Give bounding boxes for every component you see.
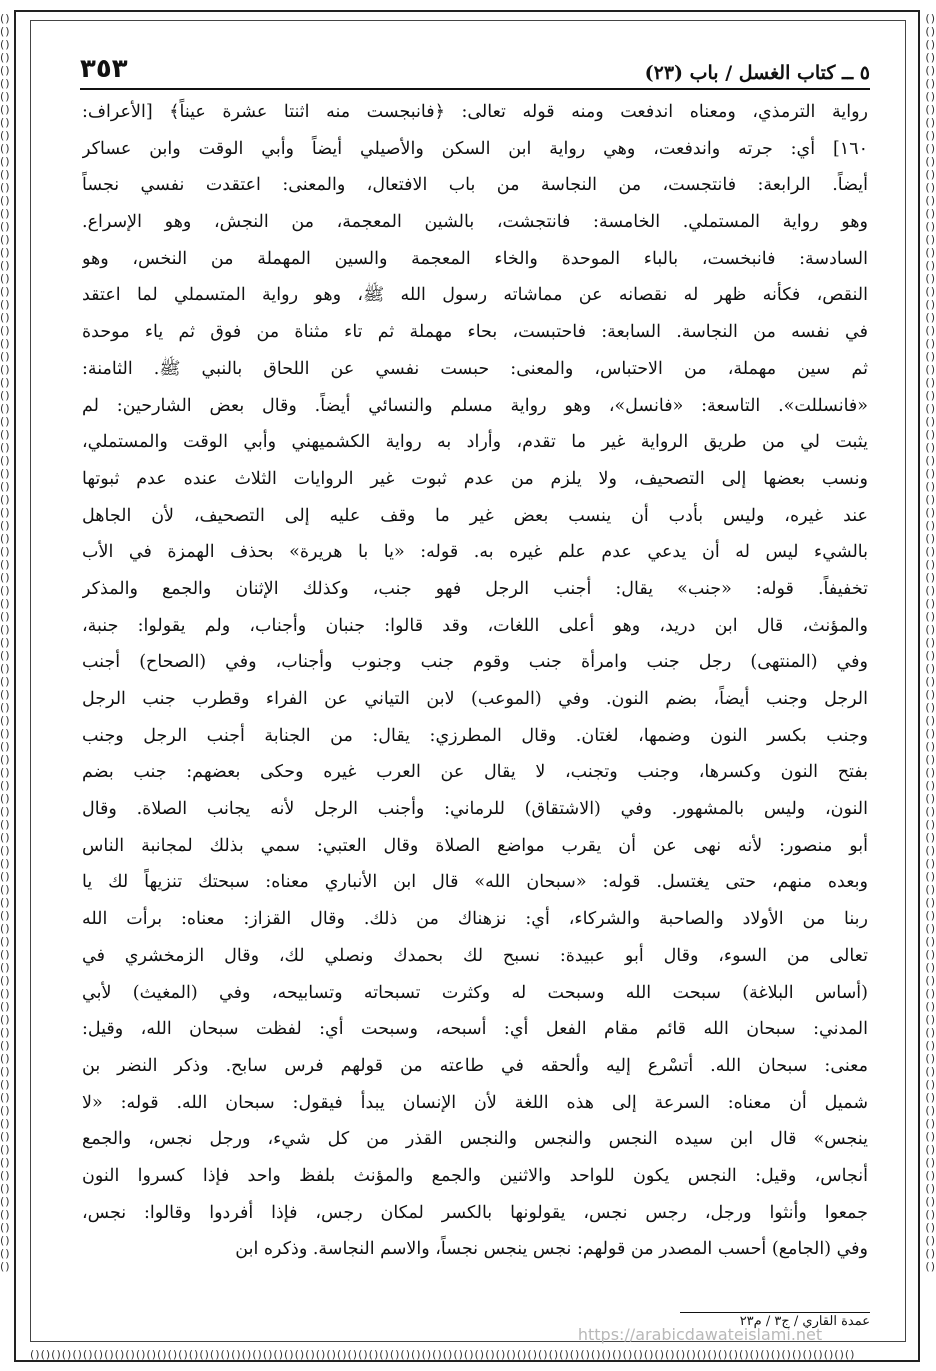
footer-divider [680, 1312, 870, 1313]
text-line: المدني: سبحان الله قائم مقام الفعل أي: أسبحه، وسبحت أي: لفظت سبحان الله، وقيل: [82, 1019, 868, 1040]
text-line: النقص، فكأنه ظهر له نقصانه عن مماشاته رسول الله ﷺ، وهو رواية المتسملي لما اعتقد [82, 285, 868, 306]
text-line: في نفسه من النجاسة. السابعة: فاحتبست، بحاء مهملة ثم تاء مثناة من فوق ثم ياء موحدة [82, 322, 868, 343]
text-line: «فانسللت». التاسعة: «فانسل»، وهو رواية مسلم والنسائي أيضاً. وقال بعض الشارحين: لم [82, 395, 868, 416]
text-line: ١٦٠] أي: جرته واندفعت، وهي رواية ابن السكن والأصيلي أيضاً وأبي الوقت وابن عساكر [82, 138, 868, 159]
text-line: النون، وليس بالمشهور. وفي (الاشتقاق) للرماني: وأجنب الرجل لأنه يجانب الصلاة. وقال [82, 799, 868, 820]
page-header [80, 40, 870, 84]
watermark: https://arabicdawateislami.net [577, 1325, 823, 1344]
text-line: الرجل وجنب أيضاً، بضم النون. وفي (الموعب) لابن التياني عن الفراء وقطرب جنب الرجل [82, 689, 868, 709]
text-line: ثم سين مهملة، من الاحتباس، والمعنى: حبست نفسي عن اللحاق بالنبي ﷺ. الثامنة: [82, 358, 868, 379]
text-line: عند غيره، وليس بأدب أن ينسب بعض غير ما وقف عليه إلى التصحيف، لأن الجاهل [82, 505, 868, 526]
body-text [82, 94, 868, 1268]
bottom-ornament-border: ()()()()()()()()()()()()()()()()()()()()()()()()()()()()()()()()()()()()()()()()()()()()()()()()()()()()()()()()()()()()()()()()()()()()()()()()()()()()()() [30, 1348, 856, 1361]
text-line: رواية الترمذي، ومعناه اندفعت ومنه قوله تعالى: ﴿فانبجست منه اثنتا عشرة عيناً﴾ [الأعراف: [82, 102, 868, 122]
chapter-title: ٥ ــ كتاب الغسل / باب (٢٣) [644, 62, 870, 84]
header-divider [80, 88, 870, 90]
left-ornament-border: ()()()()()()()()()()()()()()()()()()()()()()()()()()()()()()()()()()()()()()()()()()()()()()()()()()()()()()()()()()()()()()()()()()()()()()()()()()()()()()()()()()()()()()()()()()()()()()()()() [0, 12, 11, 1273]
text-line: ونسب بعضها إلى التصحيف، ولا يلزم من عدم ثبوت غير الروايات الثلاث عنده عدم ثبوتها [82, 468, 868, 489]
text-line: وفي (الجامع) أحسب المصدر من قولهم: نجس ينجس نجساً، والاسم النجاسة. وذكره ابن [235, 1239, 868, 1260]
text-line: وبعده منهم، حتى يغتسل. قوله: «سبحان الله» قال ابن الأنباري معناه: سبحتك تنزيهاً لك يا [82, 872, 868, 893]
text-line: بالشيء ليس له أن يدعي عدم علم غيره به. قوله: «يا با هريرة» بحذف الهمزة في الأب [82, 542, 868, 563]
text-line: شميل أن معناه: السرعة إلى هذه اللغة لأن الإنسان يبدأ فيقول: سبحان الله. قوله: «لا [82, 1092, 868, 1113]
text-line: ينجس» قال ابن سيده النجس والنجس والنجس القذر من كل شيء، ورجل نجس، والجمع [82, 1129, 868, 1150]
text-line: معنى: سبحان الله. أتسْرع إليه وألحقه في طاعته من قولهم فرس سابح. وذكر النضر بن [82, 1055, 868, 1076]
text-line: أبو منصور: لأنه نهى عن أن يقرب مواضع الصلاة وقال العتبي: سمي بذلك لمجانبة الناس [82, 835, 868, 856]
text-line: ربنا من الأولاد والصاحبة والشركاء، أي: نزهناك من ذلك. وقال القزاز: معناه: برأت الله [82, 909, 868, 930]
text-line: (أساس البلاغة) سبحت الله وسبحت له وكثرت تسبحاته وتسابيحه، وفي (المغيث) لأبي [82, 982, 868, 1003]
text-line: أنجاس، وقيل: النجس يكون للواحد والاثنين والجمع والمؤنث بلفظ واحد فإذا كسروا النون [82, 1165, 868, 1186]
text-line: يثبت لي من طريق الرواية غير ما تقدم، وأراد به رواية الكشميهني وأبي الوقت والمستملي، [82, 432, 868, 453]
text-line: وهو رواية المستملي. الخامسة: فانتجشت، بالشين المعجمة، من النجش، وهو الإسراع. [82, 212, 868, 233]
volume-reference: عمدة القاري / ج٣ / م٢٣ [739, 1314, 870, 1329]
text-line: تخفيفاً. قوله: «جنب» يقال: أجنب الرجل فهو جنب، وكذلك الإثنان والجمع والمذكر [82, 578, 868, 599]
text-line: تعالى من السوء، وقال أبو عبيدة: نسبح لك بحمدك ونصلي لك، وقال الزمخشري في [82, 945, 868, 966]
right-ornament-border: ()()()()()()()()()()()()()()()()()()()()()()()()()()()()()()()()()()()()()()()()()()()()()()()()()()()()()()()()()()()()()()()()()()()()()()()()()()()()()()()()()()()()()()()()()()()()()()()()() [925, 12, 936, 1273]
page-number: ٣٥٣ [80, 54, 128, 84]
text-line: والمؤنث، قال ابن دريد، وهو أعلى اللغات، وقد قالوا: جنبان وأجناب، ولم يقولوا: جنبة، [82, 615, 868, 636]
text-line: وفي (المنتهى) رجل جنب وامرأة جنب وقوم جنب وجنوب وأجناب، وفي (الصحاح) أجنب [82, 652, 868, 673]
text-line: وجنب بكسر النون وضمها، لغتان. وقال المطرزي: يقال: من الجنابة أجنب الرجل وجنب [82, 725, 868, 746]
text-line: أيضاً. الرابعة: فانتجست، من النجاسة من باب الافتعال، والمعنى: اعتقدت نفسي نجساً [82, 175, 868, 196]
text-line: بفتح النون وكسرها، وجنب وتجنب، لا يقال عن العرب غيره وحكى بعضهم: جنب بضم [82, 762, 868, 783]
text-line: جمعوا وأنثوا ورجل، رجس نجس، يقولونها بالكسر لمكان رجس، فإذا أفردوا وقالوا: نجس، [82, 1202, 868, 1223]
text-line: السادسة: فانبخست، بالباء الموحدة والخاء المعجمة والسين المهملة من النخس، وهو [82, 248, 868, 269]
